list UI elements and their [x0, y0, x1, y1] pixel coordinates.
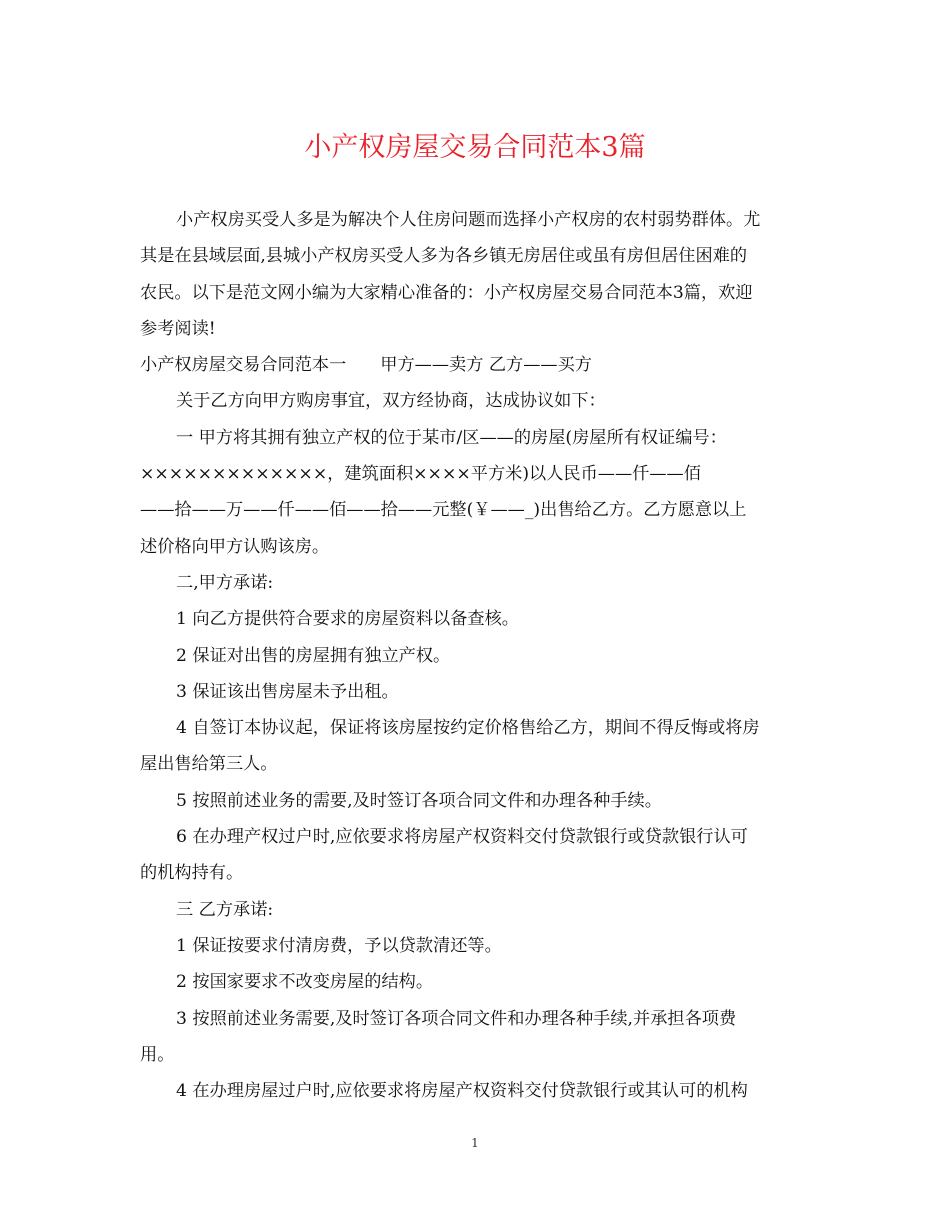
party-a-item: 5 按照前述业务的需要,及时签订各项合同文件和办理各种手续。: [176, 790, 662, 811]
clause-line: 述价格向甲方认购该房。: [140, 536, 330, 557]
preamble: 关于乙方向甲方购房事宜，双方经协商，达成协议如下：: [176, 391, 606, 412]
intro-line: 农民。以下是范文网小编为大家精心准备的：小产权房屋交易合同范本3篇，欢迎: [140, 282, 753, 303]
party-a-item: 1 向乙方提供符合要求的房屋资料以备查核。: [176, 609, 519, 630]
clause-line: ——拾——万——仟——佰——拾——元整(￥——_)出售给乙方。乙方愿意以上: [140, 500, 747, 521]
party-b-item: 4 在办理房屋过户时,应依要求将房屋产权资料交付贷款银行或其认可的机构: [176, 1081, 748, 1102]
clause-line: 一 甲方将其拥有独立产权的位于某市/区——的房屋(房屋所有权证编号：: [176, 427, 727, 448]
party-a-item: 2 保证对出售的房屋拥有独立产权。: [176, 645, 451, 666]
party-b-item: 3 按照前述业务需要,及时签订各项合同文件和办理各种手续,并承担各项费: [176, 1008, 737, 1029]
party-a-item-cont: 屋出售给第三人。: [140, 754, 278, 775]
parties: 甲方——卖方 乙方——买方: [380, 355, 592, 376]
party-b-item: 2 按国家要求不改变房屋的结构。: [176, 972, 434, 993]
intro-line: 其是在县域层面,县城小产权房买受人多为各乡镇无房居住或虽有房但居住困难的: [140, 246, 748, 267]
intro-line: 参考阅读!: [140, 318, 216, 339]
document-title: 小产权房屋交易合同范本3篇: [304, 132, 646, 163]
document-body: [140, 202, 812, 1109]
party-b-heading: 三 乙方承诺:: [176, 899, 274, 920]
page-number: 1: [471, 1136, 479, 1150]
party-a-item: 6 在办理产权过户时,应依要求将房屋产权资料交付贷款银行或贷款银行认可: [176, 827, 748, 848]
party-a-item-cont: 的机构持有。: [140, 863, 244, 884]
clause-line: ×××××××××××××，建筑面积××××平方米)以人民币——仟——佰: [140, 464, 701, 485]
party-a-item: 3 保证该出售房屋未予出租。: [176, 681, 399, 702]
section-heading-line: [140, 347, 812, 383]
party-a-item: 4 自签订本协议起，保证将该房屋按约定价格售给乙方，期间不得反悔或将房: [176, 718, 760, 739]
party-b-item: 1 保证按要求付清房费，予以贷款清还等。: [176, 935, 502, 956]
intro-line: 小产权房买受人多是为解决个人住房问题而选择小产权房的农村弱势群体。尤: [176, 210, 761, 230]
party-b-item-cont: 用。: [140, 1044, 175, 1065]
party-a-heading: 二,甲方承诺:: [176, 572, 274, 593]
section-heading: 小产权房屋交易合同范本一: [140, 355, 347, 376]
